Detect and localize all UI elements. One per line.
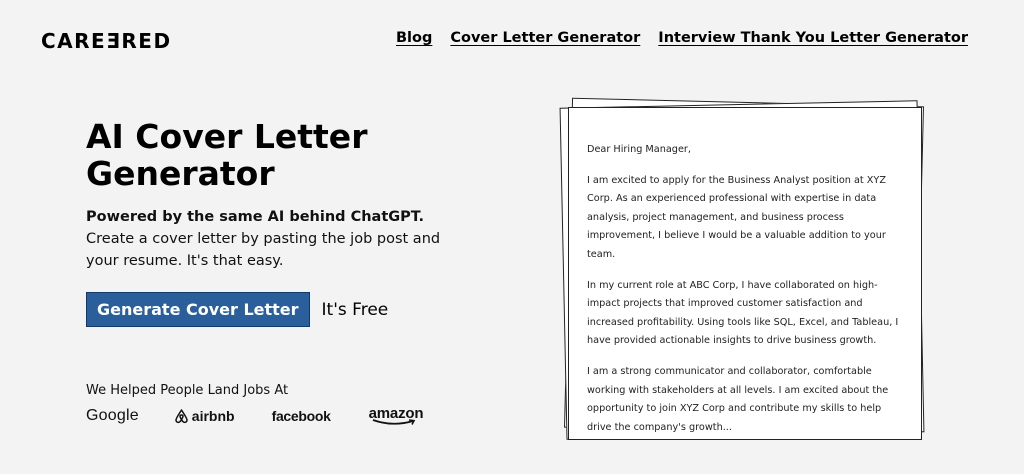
nav-link-blog[interactable]: Blog (395, 30, 433, 46)
amazon-smile-icon (371, 419, 419, 426)
sample-cover-letter (587, 141, 907, 449)
careered-logo[interactable]: CAREƎRED (41, 29, 172, 53)
amazon-logo (369, 405, 424, 426)
letter-paragraph: I am a strong communicator and collaborator, comfortable working with stakeholders at all levels. I am excited about the opportunity to join XYZ Corp and contribute my skills to help drive the company's growth... (587, 365, 889, 433)
google-logo-text: Google (86, 406, 139, 424)
social-proof-heading: We Helped People Land Jobs At (86, 383, 289, 398)
facebook-logo (272, 408, 331, 424)
nav-link-interview-thank-you-letter-generator[interactable]: Interview Thank You Letter Generator (658, 30, 968, 46)
top-nav (396, 30, 968, 46)
airbnb-icon (174, 408, 189, 424)
letter-paragraph: In my current role at ABC Corp, I have collaborated on high-impact projects that improved customer satisfaction and increased profitability. Using tools like SQL, Excel, and Tableau, I have provided actionable insights to drive business growth. (587, 279, 899, 347)
generate-cover-letter-button[interactable]: Generate Cover Letter (86, 292, 310, 327)
airbnb-logo (174, 408, 235, 424)
hero-description (86, 206, 466, 272)
facebook-logo-text: facebook (271, 407, 331, 424)
letter-paragraph: I am excited to apply for the Business Analyst position at XYZ Corp. As an experienced professional with expertise in data analysis, project management, and business process improvement, I believe I would be a valuable addition to your team. (587, 174, 886, 260)
hero-description-text: Create a cover letter by pasting the job post and your resume. It's that easy. (86, 231, 441, 269)
sample-letter-preview (560, 98, 932, 448)
airbnb-logo-text: airbnb (191, 407, 235, 424)
amazon-logo-text: amazon (368, 405, 424, 422)
letter-greeting: Dear Hiring Manager, (587, 144, 691, 155)
its-free-label: It's Free (321, 299, 389, 320)
hero-description-bold: Powered by the same AI behind ChatGPT. (86, 209, 424, 225)
hero-title: AI Cover Letter Generator (86, 117, 368, 193)
company-logos (86, 405, 423, 426)
paper-sheet-front (568, 107, 922, 440)
nav-link-cover-letter-generator[interactable]: Cover Letter Generator (450, 30, 641, 46)
cta-row (86, 292, 388, 327)
google-logo (86, 407, 139, 425)
